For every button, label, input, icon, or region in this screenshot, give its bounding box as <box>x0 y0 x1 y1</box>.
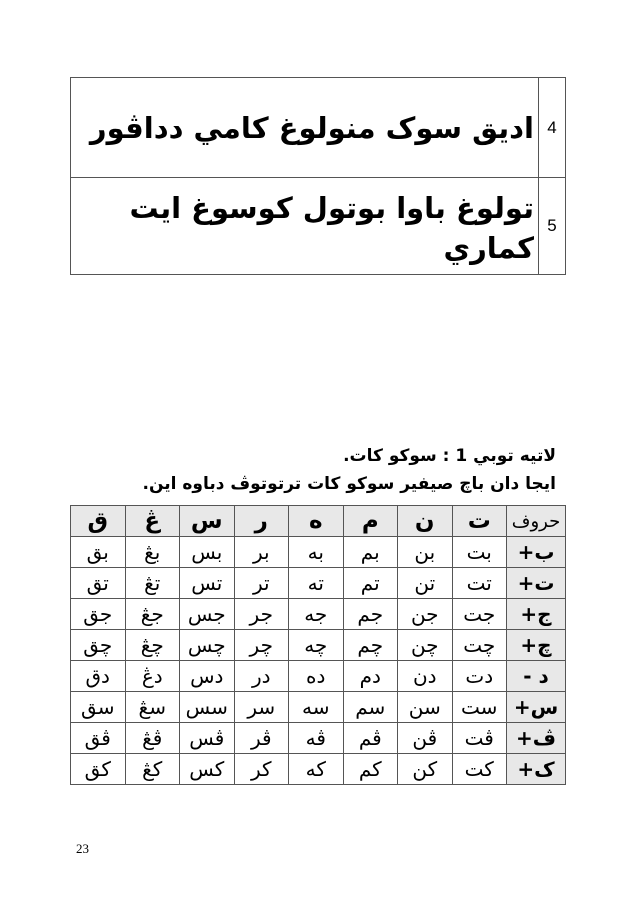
grid-cell: چه <box>289 630 344 661</box>
grid-cell: بر <box>234 537 289 568</box>
grid-cell: به <box>289 537 344 568</box>
grid-row <box>71 723 566 754</box>
grid-row <box>71 599 566 630</box>
grid-cell: بم <box>343 537 398 568</box>
grid-row-label: ک+ <box>507 754 566 785</box>
grid-cell: چت <box>452 630 507 661</box>
grid-cell: کم <box>343 754 398 785</box>
grid-cell: جس <box>180 599 235 630</box>
grid-cell: چس <box>180 630 235 661</box>
grid-cell: چڠ <box>125 630 180 661</box>
grid-cell: دڠ <box>125 661 180 692</box>
grid-cell: تس <box>180 568 235 599</box>
grid-cell: تر <box>234 568 289 599</box>
grid-cell: بڠ <box>125 537 180 568</box>
grid-row-label: چ+ <box>507 630 566 661</box>
item-number: 4 <box>539 78 566 178</box>
grid-cell: دق <box>71 661 126 692</box>
grid-cell: جر <box>234 599 289 630</box>
grid-cell: ڤس <box>180 723 235 754</box>
grid-cell: کن <box>398 754 453 785</box>
grid-cell: که <box>289 754 344 785</box>
grid-row-label: ت+ <box>507 568 566 599</box>
grid-cell: ده <box>289 661 344 692</box>
grid-cell: سن <box>398 692 453 723</box>
grid-row <box>71 537 566 568</box>
grid-row <box>71 754 566 785</box>
grid-cell: کت <box>452 754 507 785</box>
grid-cell: تم <box>343 568 398 599</box>
grid-cell: جڠ <box>125 599 180 630</box>
grid-cell: سم <box>343 692 398 723</box>
grid-cell: کڠ <box>125 754 180 785</box>
item-number: 5 <box>539 178 566 275</box>
page-number: 23 <box>76 841 89 856</box>
grid-column-header: ه <box>289 506 344 537</box>
item-text: اديق سوک منولوغ کامي دداڨور <box>71 78 539 178</box>
grid-row <box>71 692 566 723</box>
grid-cell: ڤن <box>398 723 453 754</box>
grid-cell: سر <box>234 692 289 723</box>
grid-cell: کس <box>180 754 235 785</box>
grid-cell: بس <box>180 537 235 568</box>
grid-cell: ڤق <box>71 723 126 754</box>
grid-cell: سڠ <box>125 692 180 723</box>
grid-cell: بن <box>398 537 453 568</box>
grid-column-header: س <box>180 506 235 537</box>
grid-row-label: س+ <box>507 692 566 723</box>
grid-cell: ڤت <box>452 723 507 754</box>
item-row-4 <box>71 78 566 178</box>
grid-cell: چم <box>343 630 398 661</box>
grid-cell: دم <box>343 661 398 692</box>
grid-cell: سق <box>71 692 126 723</box>
grid-row-label: ب+ <box>507 537 566 568</box>
grid-row <box>71 568 566 599</box>
grid-cell: ست <box>452 692 507 723</box>
grid-cell: کر <box>234 754 289 785</box>
grid-cell: دن <box>398 661 453 692</box>
grid-column-header: ڠ <box>125 506 180 537</box>
grid-cell: چر <box>234 630 289 661</box>
grid-cell: دس <box>180 661 235 692</box>
grid-column-header: ق <box>71 506 126 537</box>
item-row-5 <box>71 178 566 275</box>
grid-header-row <box>71 506 566 537</box>
numbered-items-table <box>70 77 566 275</box>
grid-cell: تق <box>71 568 126 599</box>
grid-cell: جن <box>398 599 453 630</box>
grid-row <box>71 630 566 661</box>
grid-row <box>71 661 566 692</box>
syllable-grid <box>70 505 566 785</box>
grid-cell: جت <box>452 599 507 630</box>
grid-cell: جم <box>343 599 398 630</box>
grid-column-header: ر <box>234 506 289 537</box>
exercise-instruction: ايجا دان باچ صيفير سوکو کات ترتوتوڤ دباوه اين. <box>142 474 556 494</box>
grid-cell: سس <box>180 692 235 723</box>
grid-column-header: ن <box>398 506 453 537</box>
grid-row-label: د - <box>507 661 566 692</box>
grid-cell: کق <box>71 754 126 785</box>
grid-cell: دت <box>452 661 507 692</box>
grid-cell: در <box>234 661 289 692</box>
grid-column-header: م <box>343 506 398 537</box>
grid-cell: چق <box>71 630 126 661</box>
grid-cell: بق <box>71 537 126 568</box>
item-text: تولوغ باوا بوتول کوسوغ ايت کماري <box>71 178 539 275</box>
grid-cell: چن <box>398 630 453 661</box>
grid-cell: ڤڠ <box>125 723 180 754</box>
grid-column-header: ت <box>452 506 507 537</box>
grid-header-label: حروف <box>507 506 566 537</box>
grid-cell: تت <box>452 568 507 599</box>
grid-row-label: ڤ+ <box>507 723 566 754</box>
grid-cell: جق <box>71 599 126 630</box>
grid-cell: ڤه <box>289 723 344 754</box>
grid-cell: بت <box>452 537 507 568</box>
grid-cell: ڤر <box>234 723 289 754</box>
grid-cell: ڤم <box>343 723 398 754</box>
grid-row-label: ج+ <box>507 599 566 630</box>
grid-cell: تن <box>398 568 453 599</box>
grid-cell: تڠ <box>125 568 180 599</box>
grid-cell: ته <box>289 568 344 599</box>
grid-cell: جه <box>289 599 344 630</box>
grid-cell: سه <box>289 692 344 723</box>
exercise-heading: لاتيه توبي 1 : سوکو کات. <box>343 446 556 466</box>
